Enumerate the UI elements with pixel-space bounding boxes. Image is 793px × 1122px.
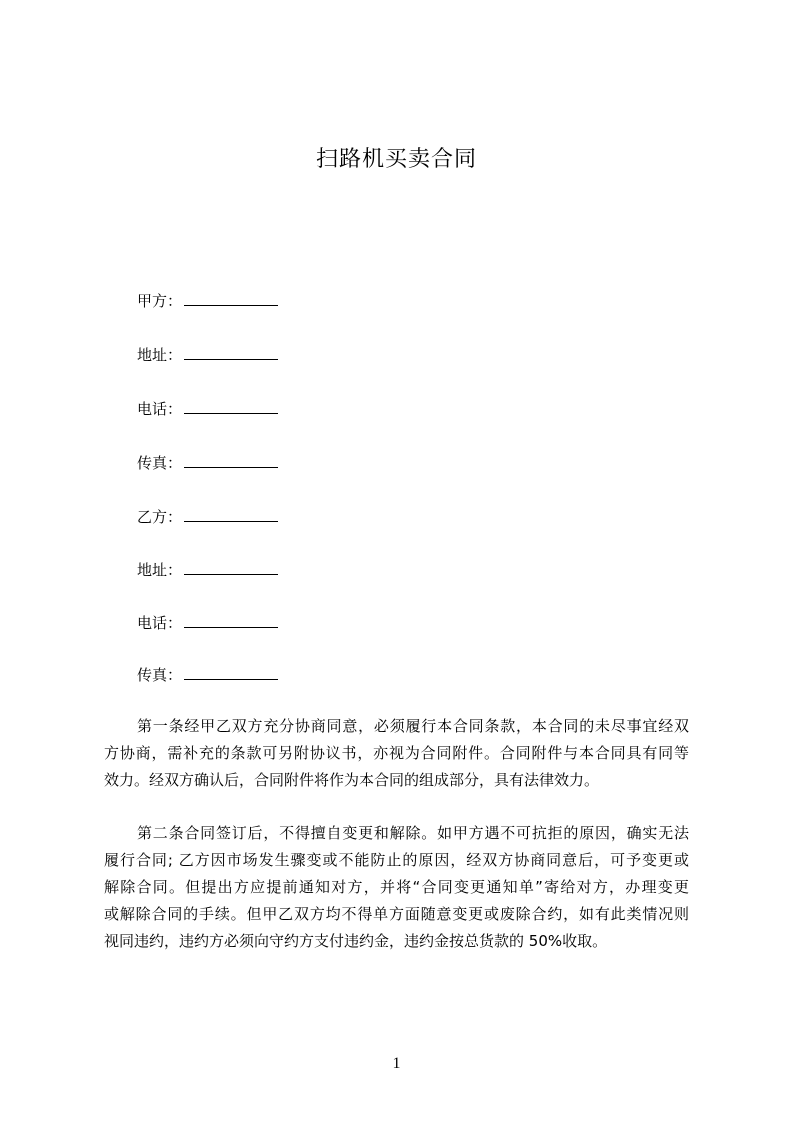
field-label: 电话： <box>137 400 183 418</box>
blank-line[interactable] <box>184 507 278 522</box>
text-line: 或解除合同的手续。但甲乙双方均不得单方面随意变更或废除合约，如有此类情况则 <box>104 905 689 923</box>
party-a-phone-field <box>137 399 278 419</box>
party-b-fax-field <box>137 665 278 685</box>
party-b-phone-field <box>137 613 278 633</box>
text-line: 解除合同。但提出方应提前通知对方，并将“合同变更通知单”寄给对方，办理变更 <box>104 878 689 896</box>
text-line: 效力。经双方确认后，合同附件将作为本合同的组成部分，具有法律效力。 <box>104 771 600 789</box>
blank-line[interactable] <box>184 560 278 575</box>
field-label: 甲方： <box>137 292 183 310</box>
blank-line[interactable] <box>184 453 278 468</box>
blank-line[interactable] <box>184 291 278 306</box>
party-a-fax-field <box>137 453 278 473</box>
field-label: 乙方： <box>137 508 183 526</box>
blank-line[interactable] <box>184 399 278 414</box>
field-label: 地址： <box>137 346 183 364</box>
text-line: 履行合同; 乙方因市场发生骤变或不能防止的原因，经双方协商同意后，可予变更或 <box>104 851 689 869</box>
blank-line[interactable] <box>184 665 278 680</box>
blank-line[interactable] <box>184 613 278 628</box>
document-title: 扫路机买卖合同 <box>315 147 477 172</box>
article-1-paragraph <box>104 713 689 794</box>
text-line: 方协商，需补充的条款可另附协议书，亦视为合同附件。合同附件与本合同具有同等 <box>104 744 689 762</box>
party-b-address-field <box>137 560 278 580</box>
article-2-paragraph <box>104 820 689 955</box>
blank-line[interactable] <box>184 345 278 360</box>
field-label: 地址： <box>137 561 183 579</box>
party-b-field <box>137 507 278 527</box>
text-line: 第一条经甲乙双方充分协商同意，必须履行本合同条款，本合同的未尽事宜经双 <box>137 717 689 735</box>
page-number: 1 <box>392 1055 401 1072</box>
text-line: 视同违约，违约方必须向守约方支付违约金，违约金按总货款的 50%收取。 <box>104 932 608 950</box>
party-a-field <box>137 291 278 311</box>
field-label: 传真： <box>137 454 183 472</box>
text-line: 第二条合同签订后，不得擅自变更和解除。如甲方遇不可抗拒的原因，确实无法 <box>137 824 689 842</box>
field-label: 传真： <box>137 666 183 684</box>
field-label: 电话： <box>137 614 183 632</box>
party-a-address-field <box>137 345 278 365</box>
